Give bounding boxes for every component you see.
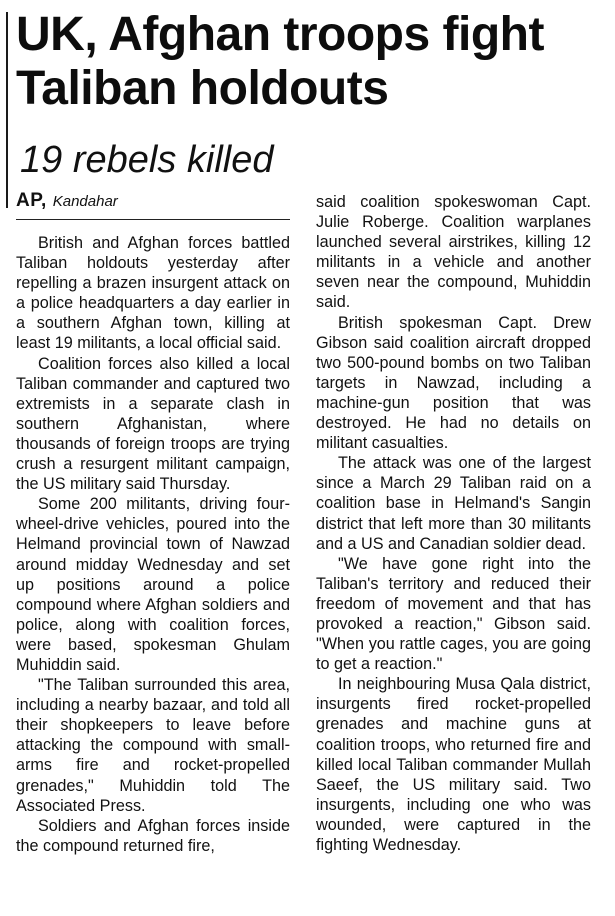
paragraph: Coalition forces also killed a local Taliban commander and captured two extremists in a separate clash in southern Afghanistan, where thousands of foreign troops are trying crush a resurgent militant campaign, the US military said Thursday.: [16, 354, 290, 494]
headline: UK, Afghan troops fight Taliban holdouts: [16, 8, 544, 115]
article-column-right: [316, 192, 591, 855]
paragraph: said coalition spokeswoman Capt. Julie Roberge. Coalition warplanes launched several airstrikes, killing 12 militants in a vehicle and another seven near the compound, Muhiddin said.: [316, 193, 591, 312]
paragraph: British spokesman Capt. Drew Gibson said coalition aircraft dropped two 500-pound bombs on two Taliban targets in Nawzad, including a machine-gun position that was destroyed. He had no details on militant casualties.: [316, 313, 591, 453]
headline-rule: [6, 12, 8, 208]
agency-credit: AP,: [16, 190, 47, 211]
paragraph: The attack was one of the largest since a March 29 Taliban raid on a coalition base in Helmand's Sangin district that left more than 30 militants and a US and Canadian soldier dead.: [316, 454, 591, 553]
paragraph: "We have gone right into the Taliban's territory and reduced their freedom of movement and that has provoked a reaction," Gibson said. "When you rattle cages, you are going to get a reaction.": [316, 554, 591, 674]
paragraph: In neighbouring Musa Qala district, insurgents fired rocket-propelled grenades and machine guns at coalition troops, who returned fire and killed local Taliban commander Mullah Saeef, the US military said. Two insurgents, including one who was wounded, were captured in the fighting Wednesday.: [316, 675, 591, 854]
paragraph: Some 200 militants, driving four-wheel-drive vehicles, poured into the Helmand provincial town of Nawzad around midday Wednesday and set up positions around a police compound where Afghan soldiers and police, along with coalition forces, were based, spokesman Ghulam Muhiddin said.: [16, 495, 290, 674]
paragraph: British and Afghan forces battled Taliban holdouts yesterday after repelling a brazen insurgent attack on a police headquarters a day earlier in a southern Afghan town, killing at least 19 militants, a local official said.: [16, 234, 290, 353]
dateline: [16, 190, 290, 220]
subheadline: 19 rebels killed: [20, 139, 274, 181]
paragraph: "The Taliban surrounded this area, including a nearby bazaar, and told all their shopkeepers to leave before attacking the compound with small-arms fire and rocket-propelled grenades," Muhiddin told The Associated Press.: [16, 676, 290, 815]
paragraph: Soldiers and Afghan forces inside the compound returned fire,: [16, 816, 290, 855]
article-column-left: [16, 233, 290, 856]
dateline-location: Kandahar: [52, 193, 118, 210]
